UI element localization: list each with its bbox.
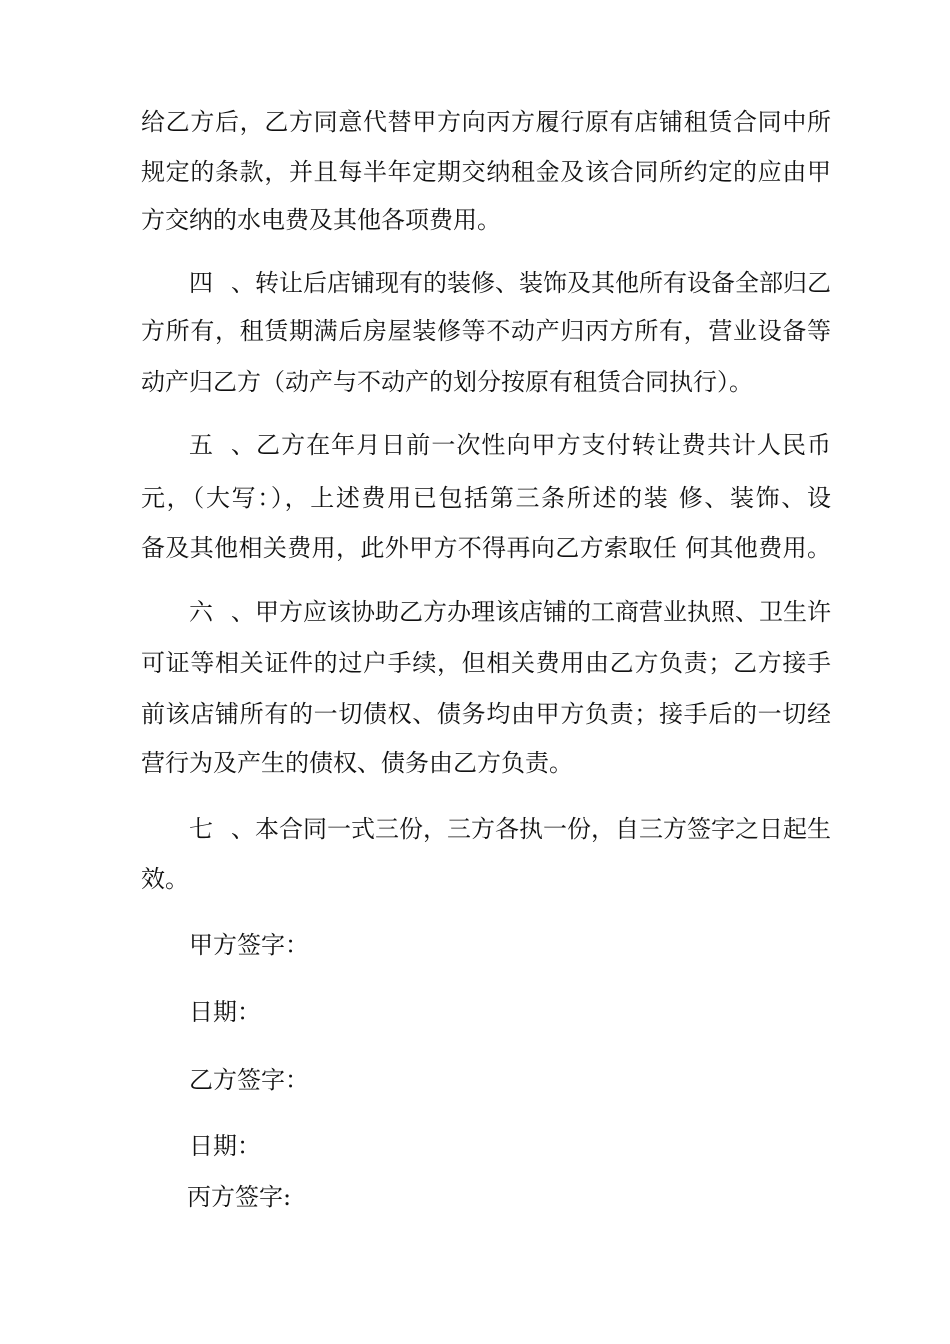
party-c-signature-label: 丙方签字: [187,1183,292,1211]
clause-4-first-line [189,268,831,298]
party-b-date-label: 日期： [189,1132,261,1160]
paragraph-line: 可证等相关证件的过户手续，但相关费用由乙方负责；乙方接手 [141,649,831,677]
paragraph-line: 方交纳的水电费及其他各项费用。 [141,206,501,234]
clause-number: 四、 [189,269,255,297]
paragraph-line: 元，（大写：），上述费用已包括第三条所述的装 修、装饰、设 [141,484,831,512]
clause-text: 本合同一式三份，三方各执一份，自三方签字之日起生 [255,815,831,843]
clause-text: 甲方应该协助乙方办理该店铺的工商营业执照、卫生许 [255,598,831,626]
clause-text: 转让后店铺现有的装修、装饰及其他所有设备全部归乙 [255,269,831,297]
party-b-signature-label: 乙方签字： [189,1066,309,1094]
clause-5-first-line [189,430,831,460]
paragraph-line: 动产归乙方（动产与不动产的划分按原有租赁合同执行）。 [141,368,753,396]
paragraph-line: 效。 [141,865,189,893]
clause-number: 六、 [189,598,255,626]
paragraph-line: 备及其他相关费用，此外甲方不得再向乙方索取任 何其他费用。 [141,534,831,562]
paragraph-line: 给乙方后，乙方同意代替甲方向丙方履行原有店铺租赁合同中所 [141,108,831,136]
clause-number: 七、 [189,815,255,843]
paragraph-line: 营行为及产生的债权、债务由乙方负责。 [141,749,573,777]
paragraph-line: 前该店铺所有的一切债权、债务均由甲方负责；接手后的一切经 [141,700,831,728]
clause-6-first-line [189,597,831,627]
clause-number: 五、 [189,431,255,459]
clause-text: 乙方在年月日前一次性向甲方支付转让费共计人民币 [255,431,831,459]
paragraph-line: 方所有，租赁期满后房屋装修等不动产归丙方所有，营业设备等 [141,317,831,345]
party-a-date-label: 日期： [189,998,261,1026]
party-a-signature-label: 甲方签字： [189,931,309,959]
paragraph-line: 规定的条款，并且每半年定期交纳租金及该合同所约定的应由甲 [141,158,831,186]
clause-7-first-line [189,814,831,844]
